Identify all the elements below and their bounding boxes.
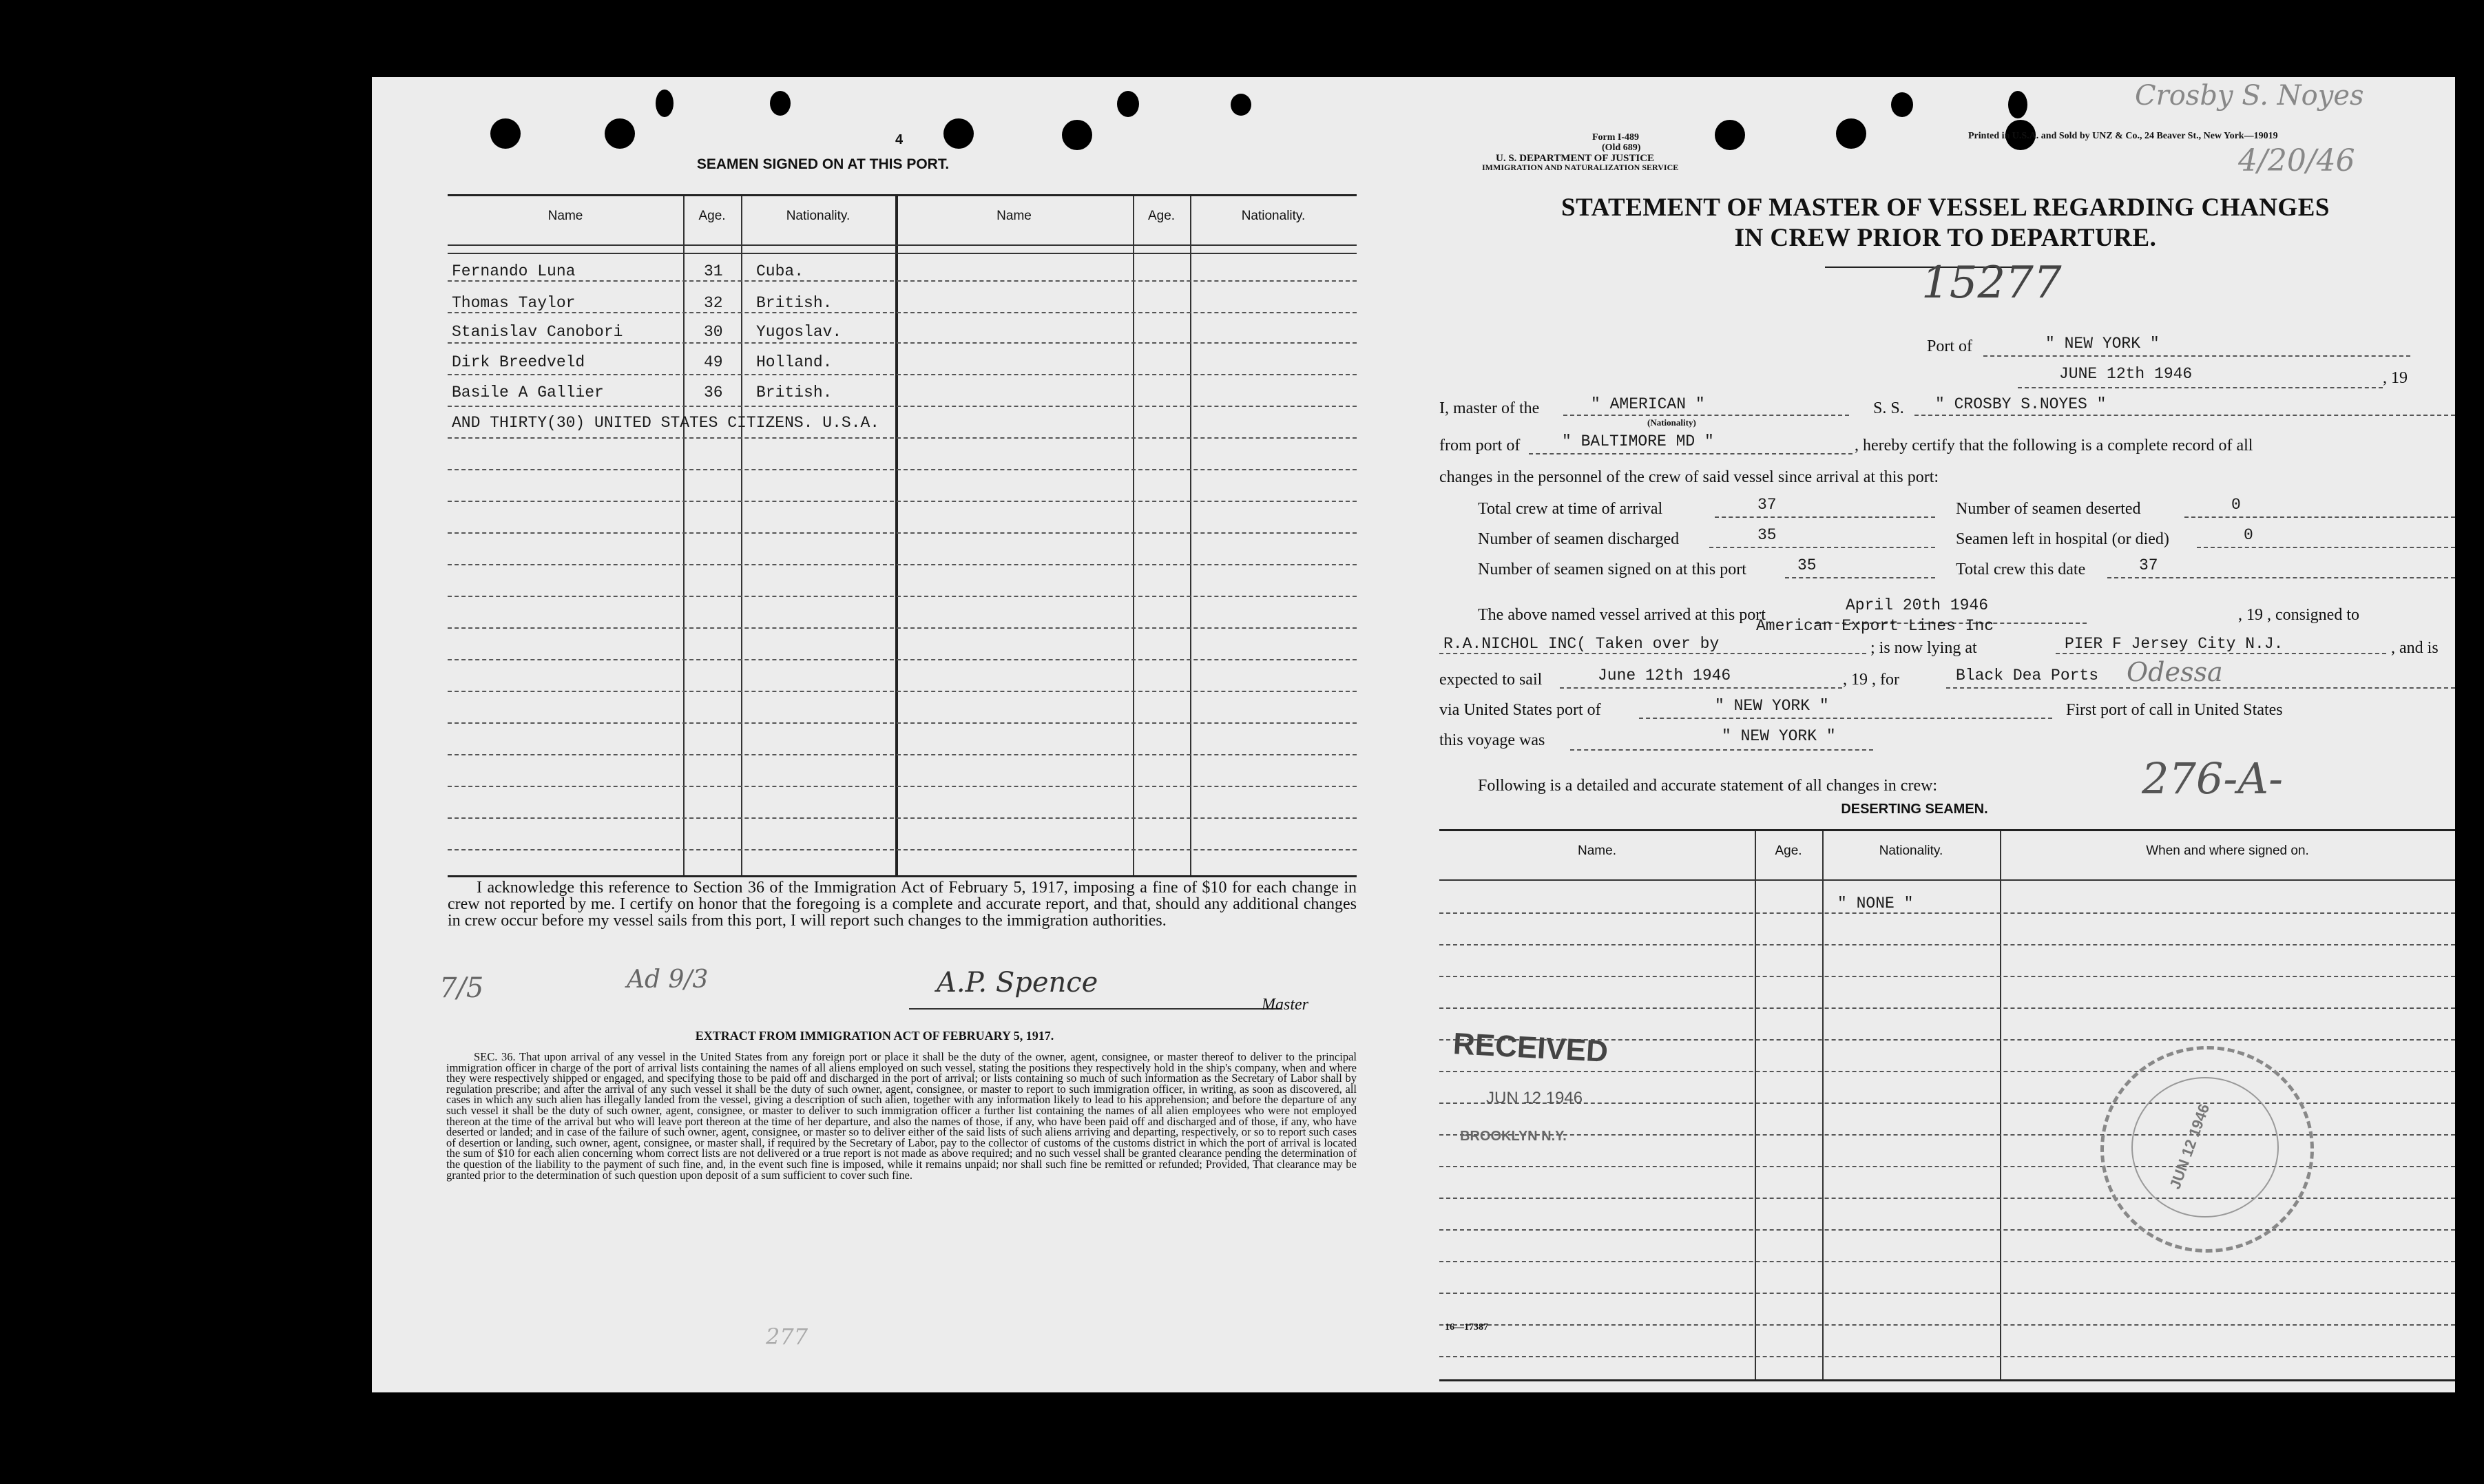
arrived-date-value: April 20th 1946	[1846, 596, 1989, 614]
nationality-value: " AMERICAN "	[1591, 395, 1705, 413]
extract-text: SEC. 36. That upon arrival of any vessel in the United States from any foreign port or place it shall be the duty of the owner, agent, consignee, or master thereof to deliver to the principal immigration officer in charge of the port of arrival lists containing the names of all aliens employed on such vessel, stating the positions they respectively hold in the ship's company, when and where they were respectively shipped or engaged, and specifying those to be paid off and discharged in the port of arrival; or lists containing so much of such information as the Secretary of Labor shall by regulation prescribe; and after the arrival of any such vessel it shall be the duty of such owner, agent, consignee, or master to report to such immigration officer, in writing, as soon as discovered, all cases in which any such alien has illegally landed from the vessel, giving a description of such alien, together with any information likely to lead to his apprehension; and before the departure of any such vessel it shall be the duty of such owner, agent, consignee, or master to deliver to such immigration officer a further list containing the names of all alien employees who were not employed thereon at the time of the arrival but who will leave port thereon at the time of her departure, and also the names of those, if any, who have been paid off and discharged and of those, if any, who have deserted or landed; and in case of the failure of such owner, agent, consignee, or master so to deliver either of the said lists of such aliens arriving and departing, respectively, or so to report such cases of desertion or landing, such owner, agent, consignee, or master shall, if required by the Secretary of Labor, pay to the collector of customs of the customs district in which the port of arrival is located the sum of $10 for each alien concerning whom correct lists are not delivered or a true report is not made as above required; and no such vessel shall be granted clearance pending the determination of the question of the liability to the payment of such fine, and, in the event such fine is imposed, while it remains unpaid; nor shall such fine be remitted or refunded; Provided, That clearance may be granted prior to the determination of such question upon deposit of a sum sufficient to cover such fine.	[446, 1050, 1357, 1182]
total-crew-arrival-label: Total crew at time of arrival	[1478, 500, 1663, 518]
seaman-nationality: British.	[756, 384, 833, 401]
voyage-value: " NEW YORK "	[1722, 727, 1836, 745]
year-suffix: , 19	[2383, 369, 2408, 387]
form-old-number: (Old 689)	[1602, 143, 1641, 153]
total-crew-date-label: Total crew this date	[1956, 561, 2086, 578]
seaman-nationality: Yugoslav.	[756, 323, 842, 341]
seaman-name: Dirk Breedveld	[452, 353, 585, 371]
footer-code: 16—17387	[1445, 1322, 1488, 1333]
handwritten-code: 276-A-	[2142, 753, 2284, 804]
col-header-when-where: When and where signed on.	[2146, 844, 2309, 858]
round-stamp-date: JUN 12 1946	[2166, 1101, 2213, 1192]
ss-label: S. S.	[1873, 399, 1904, 417]
seaman-nationality: Holland.	[756, 353, 833, 371]
via-label: via United States port of	[1439, 701, 1601, 719]
via-value: " NEW YORK "	[1715, 697, 1829, 715]
from-port-label: from port of	[1439, 437, 1521, 454]
none-value: " NONE "	[1837, 895, 1914, 912]
discharged-label: Number of seamen discharged	[1478, 530, 1680, 548]
right-page	[1439, 77, 2455, 1392]
page-number: 4	[895, 132, 904, 147]
ship-name-value: " CROSBY S.NOYES "	[1935, 395, 2107, 413]
seaman-nationality: Cuba.	[756, 262, 804, 280]
file-number: 15277	[1921, 258, 2062, 309]
port-of-value: " NEW YORK "	[2045, 335, 2160, 353]
seaman-name: Fernando Luna	[452, 262, 576, 280]
date-value: JUNE 12th 1946	[2059, 365, 2193, 383]
first-port-label: First port of call in United States	[2066, 701, 2283, 719]
changes-text: changes in the personnel of the crew of said vessel since arrival at this port:	[1439, 468, 1939, 486]
col-header-nationality: Nationality.	[786, 209, 850, 223]
deserted-label: Number of seamen deserted	[1956, 500, 2141, 518]
round-stamp-inner	[2131, 1077, 2279, 1217]
total-crew-date-value: 37	[2139, 556, 2158, 574]
master-signature: A.P. Spence	[937, 967, 1098, 999]
seamen-signed-on-heading: SEAMEN SIGNED ON AT THIS PORT.	[696, 156, 950, 172]
seaman-age: 30	[704, 323, 723, 341]
certify-text: , hereby certify that the following is a complete record of all	[1855, 437, 2253, 454]
form-title-line2: IN CREW PRIOR TO DEPARTURE.	[1734, 224, 2157, 252]
discharged-value: 35	[1757, 526, 1777, 544]
form-number: Form I-489	[1592, 132, 1640, 143]
signed-on-label: Number of seamen signed on at this port	[1478, 561, 1746, 578]
nationality-caption: (Nationality)	[1647, 417, 1696, 428]
lying-text: ; is now lying at	[1870, 639, 1977, 657]
department-name: U. S. DEPARTMENT OF JUSTICE	[1496, 153, 1655, 164]
seaman-age: 49	[704, 353, 723, 371]
signed-on-table	[448, 194, 1357, 877]
round-stamp	[2100, 1046, 2314, 1253]
hospital-value: 0	[2244, 526, 2253, 544]
master-of-the-label: I, master of the	[1439, 399, 1540, 417]
col-header-age-2: Age.	[1147, 209, 1176, 223]
expected-label: expected to sail	[1439, 671, 1543, 689]
received-stamp: RECEIVED	[1452, 1027, 1609, 1069]
document-sheet	[372, 77, 2455, 1392]
handwritten-ship-name: Crosby S. Noyes	[2135, 80, 2364, 112]
total-crew-arrival-value: 37	[1757, 496, 1777, 514]
lying-value: PIER F Jersey City N.J.	[2065, 635, 2284, 653]
and-is-text: , and is	[2391, 639, 2439, 657]
seaman-age: 31	[704, 262, 723, 280]
marginal-mark: Ad 9/3	[627, 965, 709, 994]
expected-value: June 12th 1946	[1598, 667, 1731, 684]
deserting-seamen-heading: DESERTING SEAMEN.	[1841, 802, 1988, 817]
for-value: Black Dea Ports	[1956, 667, 2099, 684]
signed-on-value: 35	[1797, 556, 1817, 574]
col-header-nationality-2: Nationality.	[1241, 209, 1306, 223]
summary-line: AND THIRTY(30) UNITED STATES CITIZENS. U.S.A.	[452, 414, 880, 432]
voyage-label: this voyage was	[1439, 731, 1545, 749]
col-header-nationality: Nationality.	[1879, 844, 1943, 858]
printer-line: Printed in U.S.A. and Sold by UNZ & Co., 24 Beaver St., New York—19019	[1968, 131, 2278, 141]
service-name: IMMIGRATION AND NATURALIZATION SERVICE	[1482, 163, 1679, 172]
signature-line	[909, 1008, 1281, 1010]
marginal-mark: 7/5	[439, 972, 484, 1004]
master-label: Master	[1262, 996, 1308, 1014]
acknowledgement-text: I acknowledge this reference to Section 36 of the Immigration Act of February 5, 1917, imposing a fine of $10 for each change in crew not reported by me. I certify on honor that the foregoing is a complete and accurate report, and that, should any additional changes in crew occur before my vessel sails from this port, I will report such changes to the immigration authorities.	[448, 879, 1357, 930]
col-header-name-2: Name	[996, 209, 1032, 223]
seaman-name: Stanislav Canobori	[452, 323, 623, 341]
port-of-label: Port of	[1927, 337, 1972, 355]
deserted-value: 0	[2231, 496, 2241, 514]
agent-value: R.A.NICHOL INC( Taken over by	[1443, 635, 1720, 653]
following-text: Following is a detailed and accurate statement of all changes in crew:	[1478, 777, 1938, 795]
extract-title: EXTRACT FROM IMMIGRATION ACT OF FEBRUARY 5, 1917.	[695, 1029, 1054, 1043]
col-header-name: Name.	[1578, 844, 1616, 858]
received-stamp-office: BROOKLYN N.Y.	[1460, 1129, 1567, 1144]
seaman-age: 32	[704, 294, 723, 312]
received-stamp-date: JUN 12 1946	[1486, 1089, 1583, 1107]
col-header-name: Name	[547, 209, 583, 223]
seaman-name: Thomas Taylor	[452, 294, 576, 312]
deserting-seamen-table	[1439, 829, 2455, 1381]
from-port-value: " BALTIMORE MD "	[1562, 432, 1714, 450]
seaman-nationality: British.	[756, 294, 833, 312]
handwritten-date: 4/20/46	[2238, 143, 2355, 178]
hospital-label: Seamen left in hospital (or died)	[1956, 530, 2169, 548]
seaman-name: Basile A Gallier	[452, 384, 604, 401]
arrived-label: The above named vessel arrived at this port	[1478, 606, 1766, 624]
for-handwritten: Odessa	[2127, 657, 2223, 687]
seaman-age: 36	[704, 384, 723, 401]
bottom-mark: 277	[766, 1324, 808, 1350]
agent-value-2: American Export Lines Inc	[1756, 617, 1994, 635]
for-label: , 19 , for	[1843, 671, 1899, 689]
form-title-line1: STATEMENT OF MASTER OF VESSEL REGARDING CHANGES	[1561, 194, 2330, 222]
col-header-age: Age.	[698, 209, 726, 223]
left-page	[372, 77, 1405, 1392]
consigned-text: , 19 , consigned to	[2238, 606, 2359, 624]
col-header-age: Age.	[1775, 844, 1802, 858]
